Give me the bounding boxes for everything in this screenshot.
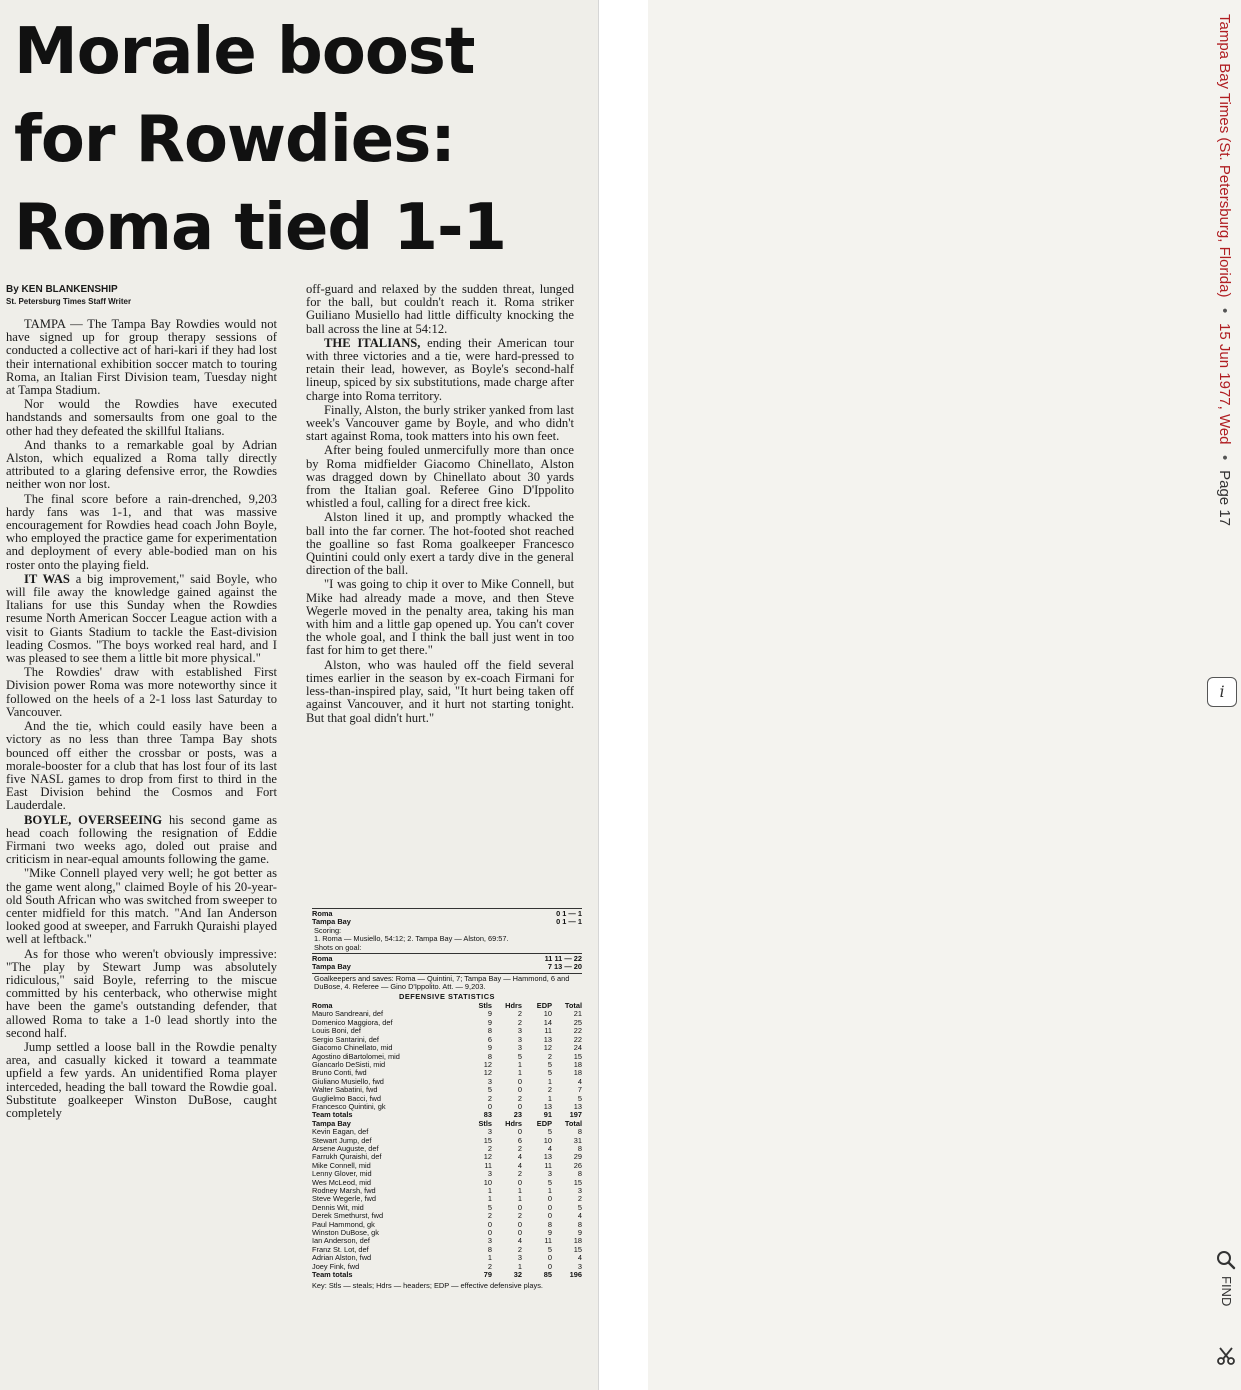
player-name: Wes McLeod, mid bbox=[312, 1177, 372, 1187]
stat-value: 12 bbox=[543, 1043, 552, 1053]
stat-value: 0 bbox=[547, 1253, 552, 1263]
stat-value: 0 bbox=[517, 1127, 522, 1137]
shots-label: Shots on goal: bbox=[314, 942, 362, 952]
stat-value: 4 bbox=[577, 1211, 582, 1221]
stats-column-header: Hdrs bbox=[505, 1118, 522, 1128]
stat-value: 10 bbox=[483, 1177, 492, 1187]
total-value: 197 bbox=[569, 1110, 582, 1120]
stat-value: 18 bbox=[573, 1068, 582, 1078]
stat-value: 12 bbox=[483, 1059, 492, 1069]
stat-value: 1 bbox=[487, 1194, 492, 1204]
stat-value: 13 bbox=[573, 1101, 582, 1111]
article-paragraph bbox=[6, 573, 277, 665]
totals-label: Team totals bbox=[312, 1270, 353, 1280]
paragraph-text: Alston, who was hauled off the field several times earlier in the season by ex-coach Firmani for less-than-inspired play, said, "It hurt being taken off against Vancouver, and it hurt not starting tonight. But that goal didn't hurt." bbox=[306, 657, 574, 725]
stat-value: 4 bbox=[577, 1253, 582, 1263]
paragraph-text: And thanks to a remarkable goal by Adrian Alston, which equalized a Roma tally directly attributed to a glaring defensive error, the Rowdies neither won nor lost. bbox=[6, 437, 277, 492]
stats-column-header: EDP bbox=[536, 1118, 552, 1128]
box-score bbox=[312, 907, 582, 1291]
player-name: Ian Anderson, def bbox=[312, 1236, 370, 1246]
stat-value: 8 bbox=[577, 1127, 582, 1137]
total-value: 196 bbox=[569, 1270, 582, 1280]
player-name: Stewart Jump, def bbox=[312, 1135, 372, 1145]
stat-value: 13 bbox=[543, 1034, 552, 1044]
source-date[interactable]: 15 Jun 1977, Wed bbox=[1216, 323, 1233, 445]
score-table bbox=[312, 910, 582, 927]
stat-value: 11 bbox=[484, 1160, 492, 1170]
player-name: Rodney Marsh, fwd bbox=[312, 1186, 376, 1195]
player-name: Franz St. Lot, def bbox=[312, 1244, 369, 1254]
stat-value: 5 bbox=[487, 1202, 492, 1212]
stat-value: 15 bbox=[483, 1135, 492, 1145]
team-name: Roma bbox=[312, 954, 333, 964]
stat-value: 12 bbox=[483, 1152, 492, 1162]
player-name: Steve Wegerle, fwd bbox=[312, 1194, 376, 1204]
article-paragraph bbox=[306, 337, 574, 403]
stat-value: 21 bbox=[573, 1009, 582, 1019]
stats-column-header: Stls bbox=[478, 1001, 492, 1011]
stat-value: 8 bbox=[577, 1143, 582, 1153]
stat-value: 0 bbox=[517, 1177, 522, 1187]
article-paragraph bbox=[306, 578, 574, 657]
stat-value: 1 bbox=[487, 1253, 492, 1263]
article-paragraph bbox=[6, 439, 277, 492]
find-button[interactable] bbox=[1211, 1250, 1241, 1306]
stat-value: 2 bbox=[487, 1143, 492, 1153]
stat-value: 5 bbox=[547, 1068, 552, 1078]
stats-column-header: Hdrs bbox=[505, 1001, 522, 1011]
stat-value: 25 bbox=[573, 1017, 582, 1027]
player-name: Adrian Alston, fwd bbox=[312, 1253, 372, 1263]
score-row bbox=[312, 963, 582, 971]
stat-value: 9 bbox=[547, 1228, 552, 1238]
stat-value: 2 bbox=[517, 1017, 522, 1027]
shots-table bbox=[312, 955, 582, 972]
stat-value: 5 bbox=[547, 1177, 552, 1187]
stat-value: 1 bbox=[517, 1194, 522, 1204]
paragraph-text: Alston lined it up, and promptly whacked the ball into the far corner. The hot-footed shot reached the goalline so fast Roma goalkeeper Francesco Quintini could only exert a tardy dive in the general direction of the ball. bbox=[306, 510, 574, 578]
stats-column-header: Total bbox=[564, 1001, 582, 1011]
stat-value: 18 bbox=[573, 1059, 582, 1069]
stat-value: 3 bbox=[577, 1186, 582, 1195]
paragraph-text: The Rowdies' draw with established First Division power Roma was more noteworthy since it followed on the heels of a 2-1 loss last Saturday to Vancouver. bbox=[6, 665, 277, 719]
stat-value: 5 bbox=[547, 1127, 552, 1137]
paragraph-text: As for those who weren't obviously impressive: "The play by Stewart Jump was absolutely ridiculous," said Boyle, referring to the miscue committed by his centerback, who otherwise might have been the game's outstanding defender, that allowed Roma to take a 1-0 lead shortly into the second half. bbox=[6, 946, 277, 1040]
stat-value: 11 bbox=[544, 1236, 552, 1246]
stat-value: 0 bbox=[547, 1211, 552, 1221]
paragraph-text: "I was going to chip it over to Mike Connell, but Mike had already made a move, and then Steve Wegerle moved in the penalty area, taking his man with him and a little gap opened up. You can't cover the whole goal, and I think the ball just went in too fast for him to get there." bbox=[306, 577, 574, 658]
stat-value: 9 bbox=[487, 1043, 492, 1053]
team-name: Tampa Bay bbox=[312, 962, 351, 972]
stat-value: 8 bbox=[487, 1026, 492, 1036]
stat-value: 0 bbox=[487, 1228, 492, 1238]
player-name: Dennis Wit, mid bbox=[312, 1202, 364, 1212]
stat-value: 13 bbox=[543, 1152, 552, 1162]
stat-value: 4 bbox=[577, 1076, 582, 1086]
stat-value: 1 bbox=[547, 1076, 552, 1086]
score-values: 0 1 — 1 bbox=[556, 909, 582, 918]
article-column-2 bbox=[306, 283, 574, 726]
paragraph-text: off-guard and relaxed by the sudden threat, lunged for the ball, but couldn't reach it. Roma striker Guiliano Musiello had little difficulty knocking the ball across the line at 54:12. bbox=[306, 282, 574, 336]
stat-value: 3 bbox=[487, 1169, 492, 1179]
team-name: Roma bbox=[312, 909, 333, 918]
paragraph-lead-in: IT WAS bbox=[24, 571, 70, 586]
score-values: 11 11 — 22 bbox=[544, 954, 582, 964]
paragraph-text: a big improvement," said Boyle, who will file away the knowledge gained against the Italians for use this Sunday when the Rowdies resume North American Soccer League action with a visit to Giants Stadium to tackle the East-division leading Cosmos. "The boys worked real hard, and I was pleased to see them a little bit more physical." bbox=[6, 571, 277, 666]
article-paragraph bbox=[6, 666, 277, 719]
paragraph-lead-in: THE ITALIANS, bbox=[324, 335, 421, 350]
article-paragraph bbox=[6, 948, 277, 1040]
stats-team-name: Roma bbox=[312, 1001, 333, 1011]
paragraph-lead-in: BOYLE, OVERSEEING bbox=[24, 812, 163, 827]
stats-column-header: Total bbox=[564, 1118, 582, 1128]
player-name: Francesco Quintini, gk bbox=[312, 1101, 386, 1111]
stat-value: 10 bbox=[543, 1135, 552, 1145]
stats-column-header: EDP bbox=[536, 1001, 552, 1011]
player-name: Mike Connell, mid bbox=[312, 1160, 371, 1170]
paragraph-text: Jump settled a loose ball in the Rowdie penalty area, and casually kicked it toward a teammate upfield a few yards. An unidentified Roma player interceded, heading the ball toward the Rowdie goal. Substitute goalkeeper Winston DuBose, caught completely bbox=[6, 1039, 277, 1120]
article-paragraph bbox=[306, 283, 574, 336]
stat-value: 24 bbox=[573, 1043, 582, 1053]
total-value: 23 bbox=[513, 1110, 522, 1120]
stat-value: 2 bbox=[487, 1211, 492, 1221]
stat-value: 8 bbox=[577, 1169, 582, 1179]
player-name: Winston DuBose, gk bbox=[312, 1228, 379, 1238]
stat-value: 31 bbox=[573, 1135, 582, 1145]
stat-value: 7 bbox=[577, 1085, 582, 1095]
article-paragraph bbox=[6, 814, 277, 867]
article-paragraph bbox=[6, 720, 277, 812]
article-paragraph bbox=[306, 444, 574, 510]
stat-value: 2 bbox=[517, 1143, 522, 1153]
stat-value: 15 bbox=[573, 1244, 582, 1254]
article-paragraph bbox=[6, 318, 277, 397]
stat-value: 4 bbox=[517, 1152, 522, 1162]
stat-value: 0 bbox=[517, 1219, 522, 1229]
stat-value: 2 bbox=[577, 1194, 582, 1204]
stat-value: 11 bbox=[544, 1026, 552, 1036]
stat-value: 5 bbox=[487, 1085, 492, 1095]
stat-value: 6 bbox=[517, 1135, 522, 1145]
stat-value: 0 bbox=[517, 1202, 522, 1212]
stat-value: 4 bbox=[517, 1160, 522, 1170]
player-name: Guglielmo Bacci, fwd bbox=[312, 1093, 382, 1103]
paragraph-text: The final score before a rain-drenched, 9,203 hardy fans was 1-1, and that was massive encouragement for Rowdies head coach John Boyle, who employed the practice game for experimentation and deployment of every able-bodied man on his roster onto the playing field. bbox=[6, 491, 277, 572]
stat-value: 5 bbox=[577, 1202, 582, 1212]
byline-name: By KEN BLANKENSHIP bbox=[6, 284, 118, 295]
player-name: Farrukh Quraishi, def bbox=[312, 1152, 382, 1162]
player-name: Joey Fink, fwd bbox=[312, 1261, 360, 1271]
stat-value: 2 bbox=[487, 1261, 492, 1271]
stat-value: 13 bbox=[543, 1101, 552, 1111]
headline-line: for Rowdies: bbox=[14, 103, 455, 177]
paragraph-text: his second game as head coach following the resignation of Eddie Firmani two weeks ago, doled out praise and criticism in near-equal amounts following the game. bbox=[6, 812, 277, 867]
source-title[interactable]: Tampa Bay Times (St. Petersburg, Florida) bbox=[1216, 14, 1233, 298]
player-name: Giacomo Chinellato, mid bbox=[312, 1043, 393, 1053]
player-name: Giancarlo DeSisti, mid bbox=[312, 1059, 386, 1069]
stat-value: 14 bbox=[543, 1017, 552, 1027]
paragraph-text: And the tie, which could easily have been a victory as no less than three Tampa Bay shots bounced off either the crossbar or posts, was a morale-booster for a club that has lost four of its last five NASL games to drop from first to third in the East Division behind the Cosmos and Fort Lauderdale. bbox=[6, 719, 277, 813]
stat-value: 2 bbox=[547, 1051, 552, 1061]
stat-value: 1 bbox=[547, 1186, 552, 1195]
stat-value: 2 bbox=[517, 1169, 522, 1179]
byline bbox=[6, 283, 131, 307]
total-value: 79 bbox=[483, 1270, 492, 1280]
byline-role: St. Petersburg Times Staff Writer bbox=[6, 297, 132, 306]
player-name: Giuliano Musiello, fwd bbox=[312, 1076, 384, 1086]
stat-value: 15 bbox=[573, 1051, 582, 1061]
player-name: Lenny Glover, mid bbox=[312, 1169, 372, 1179]
stat-value: 3 bbox=[487, 1236, 492, 1246]
article-column-1 bbox=[6, 318, 277, 1121]
stat-value: 8 bbox=[547, 1219, 552, 1229]
stat-value: 3 bbox=[547, 1169, 552, 1179]
stat-value: 0 bbox=[517, 1228, 522, 1238]
stat-value: 12 bbox=[483, 1068, 492, 1078]
stat-value: 10 bbox=[543, 1009, 552, 1019]
stat-value: 0 bbox=[547, 1202, 552, 1212]
stat-value: 18 bbox=[573, 1236, 582, 1246]
article-paragraph bbox=[6, 398, 277, 438]
score-values: 0 1 — 1 bbox=[556, 917, 582, 927]
scissors-icon bbox=[1215, 1345, 1237, 1367]
stat-value: 1 bbox=[517, 1059, 522, 1069]
player-name: Arsene Auguste, def bbox=[312, 1143, 379, 1153]
article-paragraph bbox=[6, 493, 277, 572]
defensive-stats-table bbox=[312, 1002, 582, 1279]
stat-value: 8 bbox=[487, 1244, 492, 1254]
team-name: Tampa Bay bbox=[312, 917, 351, 927]
stat-value: 1 bbox=[547, 1093, 552, 1103]
separator-dot: • bbox=[1216, 454, 1233, 460]
score-values: 7 13 — 20 bbox=[547, 962, 582, 972]
stat-value: 6 bbox=[487, 1034, 492, 1044]
paragraph-text: Nor would the Rowdies have executed handstands and somersaults from one goal to the other had they defeated the skillful Italians. bbox=[6, 397, 277, 438]
total-value: 85 bbox=[543, 1270, 552, 1280]
totals-label: Team totals bbox=[312, 1110, 353, 1120]
stat-value: 5 bbox=[547, 1244, 552, 1254]
article-paragraph bbox=[306, 511, 574, 577]
stat-value: 22 bbox=[573, 1026, 582, 1036]
player-name: Bruno Conti, fwd bbox=[312, 1068, 367, 1078]
stat-value: 1 bbox=[517, 1068, 522, 1078]
stat-value: 2 bbox=[547, 1085, 552, 1095]
stat-value: 1 bbox=[517, 1186, 522, 1195]
stat-value: 2 bbox=[517, 1211, 522, 1221]
stat-value: 2 bbox=[487, 1093, 492, 1103]
headline-line: Roma tied 1-1 bbox=[14, 191, 507, 265]
stats-key: Key: Stls — steals; Hdrs — headers; EDP — effective defensive plays. bbox=[312, 1281, 543, 1291]
stat-value: 8 bbox=[577, 1219, 582, 1229]
stat-value: 0 bbox=[517, 1101, 522, 1111]
stat-value: 9 bbox=[487, 1009, 492, 1019]
stat-value: 2 bbox=[517, 1244, 522, 1254]
stat-value: 9 bbox=[577, 1228, 582, 1238]
total-value: 32 bbox=[513, 1270, 522, 1280]
player-name: Agostino diBartolomei, mid bbox=[312, 1051, 400, 1061]
stat-value: 4 bbox=[547, 1143, 552, 1153]
stat-value: 4 bbox=[517, 1236, 522, 1246]
player-name: Paul Hammond, gk bbox=[312, 1219, 375, 1229]
stat-value: 2 bbox=[517, 1009, 522, 1019]
paragraph-text: "Mike Connell played very well; he got better as the game went along," claimed Boyle of his 20-year-old South African who was switched from sweeper to center midfield for this match. "And Ian Anderson looked good at sweeper, and Farrukh Quraishi played well at leftback." bbox=[6, 866, 277, 947]
stat-value: 5 bbox=[517, 1051, 522, 1061]
stats-totals-row bbox=[312, 1271, 582, 1279]
info-button[interactable]: i bbox=[1207, 677, 1237, 707]
stat-value: 8 bbox=[487, 1051, 492, 1061]
stat-value: 0 bbox=[487, 1219, 492, 1229]
headline-line: Morale boost bbox=[14, 15, 475, 89]
stat-value: 29 bbox=[573, 1152, 582, 1162]
paragraph-text: TAMPA — The Tampa Bay Rowdies would not have signed up for group therapy sessions of conducted a collective act of hari-kari if they had lost their international exhibition soccer match to touring Roma, an Italian First Division team, Tuesday night at Tampa Stadium. bbox=[6, 317, 277, 398]
defensive-stats-title: DEFENSIVE STATISTICS bbox=[399, 991, 495, 1001]
stat-value: 2 bbox=[517, 1093, 522, 1103]
paragraph-text: Finally, Alston, the burly striker yanked from last week's Vancouver game by Boyle, and who didn't start against Roma, took matters into his own feet. bbox=[306, 402, 574, 444]
player-name: Domenico Maggiora, def bbox=[312, 1017, 393, 1027]
headline bbox=[14, 8, 584, 272]
stat-value: 3 bbox=[577, 1261, 582, 1271]
article-paragraph bbox=[6, 867, 277, 946]
scoring-text: 1. Roma — Musiello, 54:12; 2. Tampa Bay — Alston, 69:57. bbox=[314, 934, 509, 944]
stat-value: 3 bbox=[487, 1127, 492, 1137]
player-name: Kevin Eagan, def bbox=[312, 1127, 369, 1137]
stat-value: 15 bbox=[573, 1177, 582, 1187]
stat-value: 5 bbox=[547, 1059, 552, 1069]
article-paragraph bbox=[306, 404, 574, 444]
stat-value: 3 bbox=[517, 1034, 522, 1044]
separator-dot: • bbox=[1216, 307, 1233, 313]
stat-value: 3 bbox=[517, 1026, 522, 1036]
paragraph-text: After being fouled unmercifully more than once by Roma midfielder Giacomo Chinellato, Alston was dragged down by Chinellato about 30 yards from the Italian goal. Referee Gino D'Ippolito whistled a foul, calling for a direct free kick. bbox=[306, 443, 574, 511]
stat-value: 26 bbox=[573, 1160, 582, 1170]
stat-value: 0 bbox=[547, 1261, 552, 1271]
total-value: 91 bbox=[543, 1110, 552, 1120]
paragraph-text: ending their American tour with three victories and a tie, were hard-pressed to retain their lead, however, as Boyle's second-half lineup, spiced by six substitutions, made charge after charge into Roma territory. bbox=[306, 335, 574, 403]
stat-value: 0 bbox=[487, 1101, 492, 1111]
article-paragraph bbox=[6, 1041, 277, 1120]
stat-value: 0 bbox=[547, 1194, 552, 1204]
player-name: Sergio Santarini, def bbox=[312, 1034, 379, 1044]
score-row bbox=[312, 910, 582, 918]
goalkeepers-text: Goalkeepers and saves: Roma — Quintini, 7; Tampa Bay — Hammond, 6 and DuBose, 4. Referee — Gino D'Ippolito. Att. — 9,203. bbox=[314, 973, 570, 992]
newspaper-clipping bbox=[0, 0, 598, 1390]
stats-column-header: Stls bbox=[478, 1118, 492, 1128]
stat-value: 0 bbox=[517, 1085, 522, 1095]
stats-team-name: Tampa Bay bbox=[312, 1118, 351, 1128]
clipping-source-info bbox=[1214, 14, 1234, 526]
total-value: 83 bbox=[483, 1110, 492, 1120]
player-name: Mauro Sandreani, def bbox=[312, 1009, 384, 1019]
stat-value: 1 bbox=[487, 1186, 492, 1195]
player-name: Derek Smethurst, fwd bbox=[312, 1211, 384, 1221]
source-page[interactable]: Page 17 bbox=[1216, 470, 1233, 527]
search-icon bbox=[1216, 1250, 1236, 1270]
stat-value: 22 bbox=[573, 1034, 582, 1044]
player-name: Walter Sabatini, fwd bbox=[312, 1085, 378, 1095]
viewer-sidebar bbox=[598, 0, 1234, 1390]
stat-value: 1 bbox=[517, 1261, 522, 1271]
stat-value: 9 bbox=[487, 1017, 492, 1027]
score-row bbox=[312, 955, 582, 963]
scoring-label: Scoring: bbox=[314, 925, 342, 935]
find-label: FIND bbox=[1219, 1276, 1234, 1307]
player-name: Louis Boni, def bbox=[312, 1026, 361, 1036]
stat-value: 3 bbox=[487, 1076, 492, 1086]
stat-value: 5 bbox=[577, 1093, 582, 1103]
clip-button[interactable] bbox=[1211, 1345, 1241, 1367]
stat-value: 3 bbox=[517, 1253, 522, 1263]
score-row bbox=[312, 918, 582, 926]
stat-value: 11 bbox=[544, 1160, 552, 1170]
stat-value: 3 bbox=[517, 1043, 522, 1053]
stat-value: 0 bbox=[517, 1076, 522, 1086]
article-paragraph bbox=[306, 659, 574, 725]
